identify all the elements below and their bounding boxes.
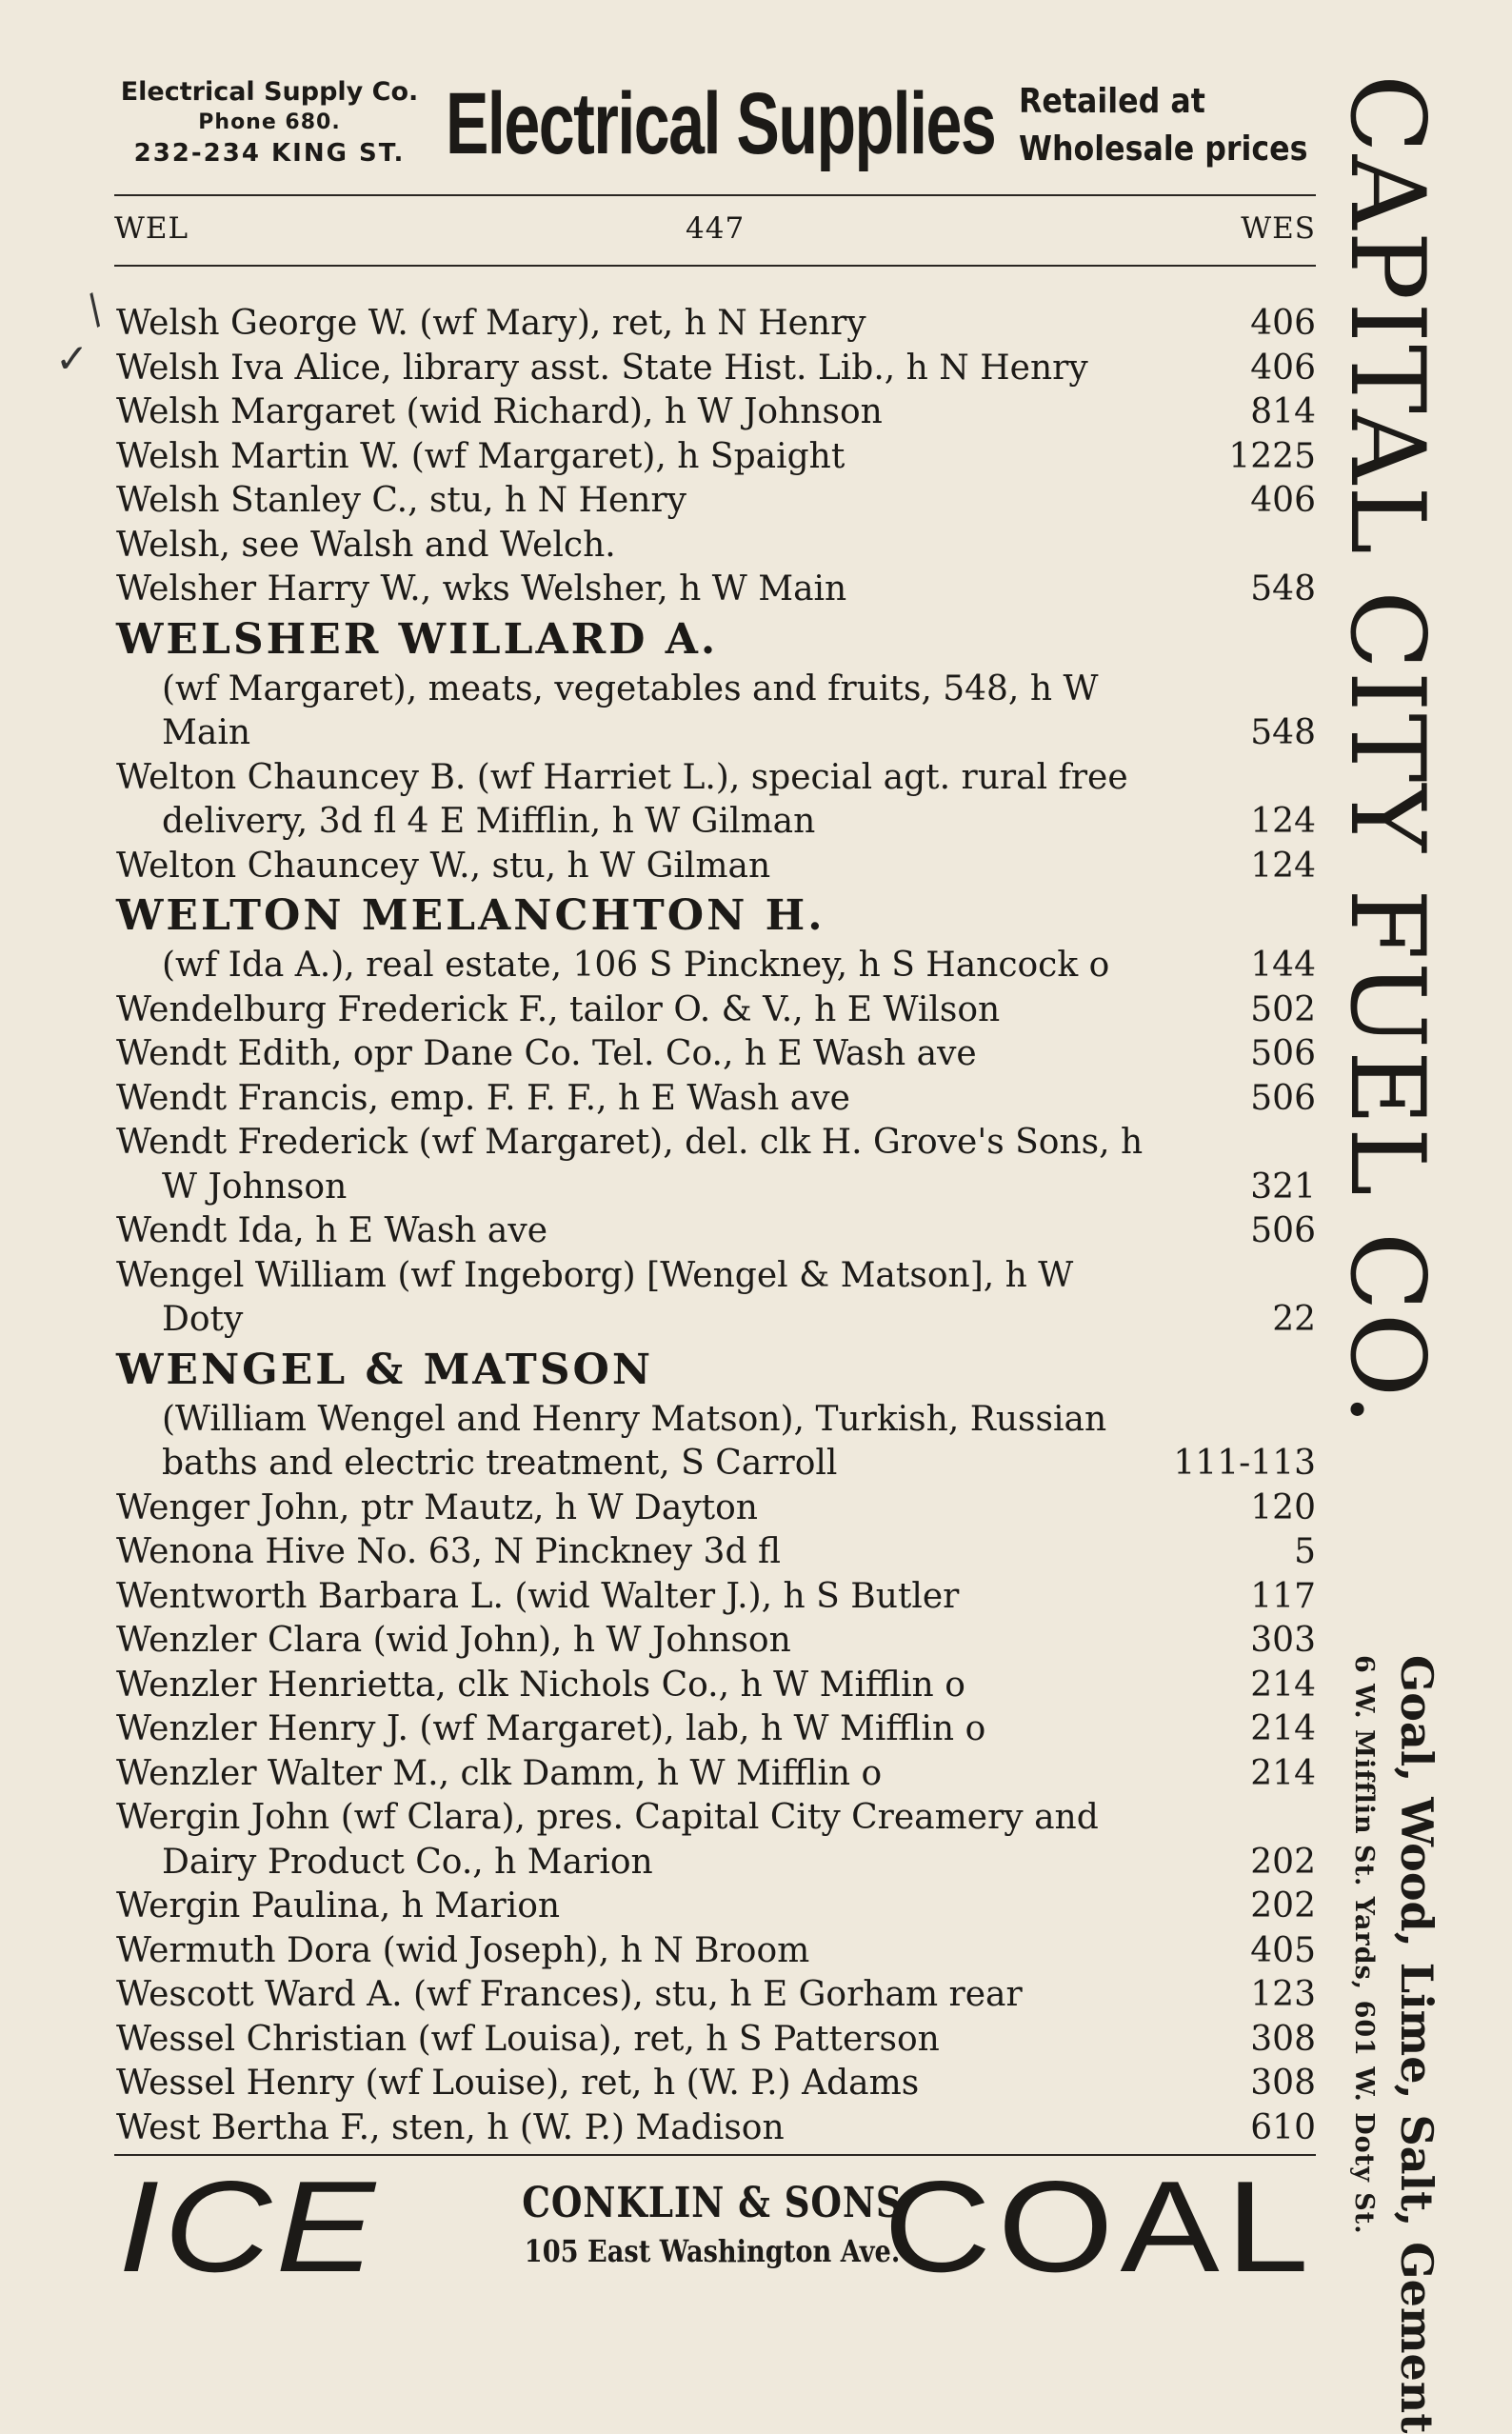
header-rule-top	[114, 194, 1316, 196]
entry-line-text: Wermuth Dora (wid Joseph), h N Broom	[116, 1930, 810, 1970]
entry-house-number: 610	[1250, 2107, 1316, 2147]
entry-line-text: Welsh Stanley C., stu, h N Henry	[116, 481, 686, 520]
entry-house-number: 406	[1250, 304, 1316, 343]
entry-line-text: Wergin John (wf Clara), pres. Capital City Creamery and	[116, 1798, 1099, 1837]
entry-text	[116, 1619, 1316, 1664]
entry-house-number: 123	[1250, 1975, 1316, 2014]
check-mark-icon: /	[76, 285, 112, 333]
directory-entry	[116, 2062, 1316, 2106]
entry-house-number: 120	[1250, 1487, 1316, 1527]
entry-house-number: 405	[1250, 1930, 1316, 1970]
directory-entry	[116, 568, 1316, 612]
entry-line-text: Wendt Edith, opr Dane Co. Tel. Co., h E Wash ave	[116, 1034, 977, 1073]
ad-company-name: Electrical Supply Co.	[120, 77, 419, 107]
entry-house-number: 321	[1250, 1167, 1316, 1207]
entry-house-number: 303	[1250, 1621, 1316, 1660]
entry-line-text: Wengel William (wf Ingeborg) [Wengel & Matson], h W	[116, 1255, 1074, 1295]
entry-line-text: Wendelburg Frederick F., tailor O. & V., h E Wilson	[116, 989, 1001, 1029]
directory-entry	[116, 1885, 1316, 1929]
entry-text-continued	[116, 944, 1316, 988]
entry-line-text: delivery, 3d fl 4 E Mifflin, h W Gilman	[162, 802, 816, 841]
running-head-left: WEL	[114, 211, 189, 246]
entry-line-text: Welsh Martin W. (wf Margaret), h Spaight	[116, 436, 846, 476]
directory-entry	[116, 1664, 1316, 1708]
entry-line-text: Welsh Iva Alice, library asst. State Hist. Lib., h N Henry	[116, 348, 1088, 388]
entry-house-number: 814	[1250, 392, 1316, 431]
entry-text-continued	[116, 668, 1316, 712]
ad-company-phone: Phone 680.	[198, 110, 341, 134]
entry-line-text: Welton Chauncey W., stu, h W Gilman	[116, 846, 771, 886]
entry-house-number: 506	[1250, 1034, 1316, 1073]
entry-line-text: Welsher Harry W., wks Welsher, h W Main	[116, 569, 847, 608]
entry-house-number: 117	[1250, 1576, 1316, 1616]
directory-entry	[116, 435, 1316, 480]
entry-house-number: 308	[1250, 2064, 1316, 2103]
entry-line-text: Wenzler Henry J. (wf Margaret), lab, h W Mifflin o	[116, 1709, 986, 1748]
entry-line-text: (wf Ida A.), real estate, 106 S Pinckney, h S Hancock o	[162, 946, 1110, 985]
entry-house-number: 144	[1250, 946, 1316, 985]
entry-text	[116, 988, 1316, 1033]
entry-text	[116, 1209, 1316, 1254]
entry-house-number: 214	[1250, 1753, 1316, 1793]
entry-line-text: Welsh Margaret (wid Richard), h W Johnson	[116, 392, 883, 431]
directory-entry	[116, 1530, 1316, 1575]
directory-entry	[116, 988, 1316, 1033]
entry-line-text: Wenona Hive No. 63, N Pinckney 3d fl	[116, 1532, 781, 1571]
entry-line-text: Doty	[162, 1300, 244, 1339]
ad-tagline	[1019, 78, 1308, 173]
entry-line-text: Wessel Christian (wf Louisa), ret, h S Patterson	[116, 2019, 940, 2059]
directory-entry	[116, 390, 1316, 435]
entry-featured-name: WELTON MELANCHTON H.	[116, 891, 826, 940]
directory-entry-featured	[116, 888, 1316, 988]
entry-line-text: Wentworth Barbara L. (wid Walter J.), h S Butler	[116, 1576, 960, 1616]
ad-conklin-name: CONKLIN & SONS	[522, 2179, 903, 2227]
entry-line-text: Wenzler Henrietta, clk Nichols Co., h W Mifflin o	[116, 1665, 965, 1705]
entry-line-text: Wessel Henry (wf Louise), ret, h (W. P.) Adams	[116, 2064, 920, 2103]
ad-tagline-line-1: Retailed at	[1019, 82, 1205, 121]
directory-entry-featured	[116, 1343, 1316, 1486]
directory-entry	[116, 1752, 1316, 1797]
entry-line-text: Dairy Product Co., h Marion	[162, 1842, 653, 1882]
header-rule-bottom	[114, 265, 1316, 267]
entry-text	[116, 524, 1316, 569]
directory-entry	[116, 1707, 1316, 1752]
entry-line-text: Welsh George W. (wf Mary), ret, h N Henry	[116, 304, 866, 343]
entry-text-continued	[116, 1398, 1316, 1443]
entry-line-text: Welsh, see Walsh and Welch.	[116, 525, 616, 565]
check-mark-icon: ✓	[55, 335, 90, 382]
directory-entry	[116, 347, 1316, 391]
entry-house-number: 22	[1272, 1300, 1316, 1339]
entry-text-continued	[116, 1841, 1316, 1885]
entry-house-number: 1225	[1228, 436, 1316, 476]
side-ad-address	[1344, 1655, 1383, 2284]
directory-entry	[116, 479, 1316, 524]
entry-house-number: 502	[1250, 989, 1316, 1029]
entry-line-text: Wergin Paulina, h Marion	[116, 1886, 561, 1925]
side-ad-products	[1391, 1655, 1442, 2434]
ad-company-block	[112, 76, 427, 170]
entry-line-text: Wendt Frederick (wf Margaret), del. clk H. Grove's Sons, h	[116, 1123, 1144, 1162]
entry-text-continued	[116, 711, 1316, 756]
directory-entry	[116, 2018, 1316, 2063]
entry-text	[116, 479, 1316, 524]
entry-line-text: W Johnson	[162, 1167, 348, 1207]
directory-entry-featured	[116, 612, 1316, 756]
directory-entry	[116, 1575, 1316, 1620]
entry-text	[116, 302, 1316, 347]
bottom-advertisement	[112, 2154, 1317, 2299]
entry-text	[116, 2018, 1316, 2063]
entry-line-text: Wendt Ida, h E Wash ave	[116, 1211, 548, 1250]
entry-house-number: 202	[1250, 1842, 1316, 1882]
ad-coal-word: COAL	[884, 2154, 1316, 2299]
entry-text-continued	[116, 800, 1316, 845]
side-ad-products-text: Goal, Wood, Lime, Salt, Gement	[1391, 1655, 1442, 2434]
directory-entry	[116, 756, 1316, 845]
entry-text	[116, 435, 1316, 480]
entry-house-number: 548	[1250, 713, 1316, 752]
side-ad-company	[1327, 74, 1446, 1636]
entry-line-text: Welton Chauncey B. (wf Harriet L.), special agt. rural free	[116, 757, 1128, 797]
side-ad-company-text: CAPITAL CITY FUEL CO.	[1327, 74, 1446, 1428]
entry-featured-name: WENGEL & MATSON	[116, 1345, 654, 1394]
directory-entry	[116, 302, 1316, 347]
entry-text	[116, 756, 1316, 801]
entry-house-number: 202	[1250, 1886, 1316, 1925]
entry-house-number: 214	[1250, 1709, 1316, 1748]
running-head	[114, 211, 1316, 249]
directory-entry	[116, 1929, 1316, 1974]
entry-line-text: (wf Margaret), meats, vegetables and fruits, 548, h W	[162, 668, 1099, 708]
entry-line-text: West Bertha F., sten, h (W. P.) Madison	[116, 2107, 785, 2147]
entry-text	[116, 1796, 1316, 1841]
entry-line-text: Wenzler Walter M., clk Damm, h W Mifflin o	[116, 1753, 883, 1793]
entry-house-number: 5	[1294, 1532, 1316, 1571]
entry-text	[116, 390, 1316, 435]
entry-house-number: 214	[1250, 1665, 1316, 1705]
entry-line-text: Wenger John, ptr Mautz, h W Dayton	[116, 1487, 758, 1527]
entry-text	[116, 1032, 1316, 1077]
directory-entry	[116, 1121, 1316, 1209]
entry-text-continued	[116, 1298, 1316, 1343]
entry-featured-name: WELSHER WILLARD A.	[116, 614, 719, 664]
entry-line-text: Wenzler Clara (wid John), h W Johnson	[116, 1621, 791, 1660]
entry-house-number: 111-113	[1173, 1444, 1316, 1483]
entry-line-text: Wendt Francis, emp. F. F. F., h E Wash ave	[116, 1078, 850, 1118]
top-advertisement	[112, 67, 1317, 181]
entry-line-text: (William Wengel and Henry Matson), Turkish, Russian	[162, 1399, 1107, 1439]
directory-entry	[116, 1486, 1316, 1531]
entry-text	[116, 1121, 1316, 1166]
entry-text	[116, 2062, 1316, 2106]
entry-text	[116, 1077, 1316, 1122]
entry-text	[116, 2106, 1316, 2151]
ad-ice-word: ICE	[118, 2154, 380, 2299]
entry-text	[116, 1486, 1316, 1531]
entry-house-number: 308	[1250, 2019, 1316, 2059]
entry-text-continued	[116, 1166, 1316, 1210]
entry-line-text: Main	[162, 713, 251, 752]
entry-text	[116, 1752, 1316, 1797]
entry-house-number: 124	[1250, 802, 1316, 841]
entry-house-number: 506	[1250, 1078, 1316, 1118]
entry-text	[116, 1707, 1316, 1752]
entry-text	[116, 1885, 1316, 1929]
entry-house-number: 548	[1250, 569, 1316, 608]
directory-entry	[116, 1254, 1316, 1343]
entry-line-text: Wescott Ward A. (wf Frances), stu, h E Gorham rear	[116, 1975, 1023, 2014]
entry-text	[116, 1929, 1316, 1974]
entry-text	[116, 1664, 1316, 1708]
entry-line-text: baths and electric treatment, S Carroll	[162, 1444, 838, 1483]
directory-entry	[116, 1209, 1316, 1254]
entry-house-number: 406	[1250, 481, 1316, 520]
entry-house-number: 124	[1250, 846, 1316, 886]
entry-text	[116, 347, 1316, 391]
directory-entry	[116, 2106, 1316, 2151]
side-ad-address-text: 6 W. Mifflin St. Yards, 601 W. Doty St.	[1349, 1655, 1379, 2235]
directory-entry	[116, 1077, 1316, 1122]
entry-text	[116, 1254, 1316, 1299]
directory-listing	[116, 302, 1316, 2150]
directory-entry	[116, 1796, 1316, 1885]
running-head-right: WES	[1241, 211, 1316, 246]
directory-entry	[116, 845, 1316, 889]
ad-company-address: 232-234 KING ST.	[133, 139, 406, 168]
entry-text	[116, 845, 1316, 889]
directory-entry	[116, 524, 1316, 569]
entry-house-number: 506	[1250, 1211, 1316, 1250]
directory-entry	[116, 1032, 1316, 1077]
entry-text	[116, 1575, 1316, 1620]
ad-conklin-address: 105 East Washington Ave.	[524, 2233, 901, 2269]
entry-house-number: 406	[1250, 348, 1316, 388]
entry-text	[116, 1973, 1316, 2018]
page-number: 447	[686, 211, 746, 246]
ad-tagline-line-2: Wholesale prices	[1019, 130, 1308, 169]
entry-text-continued	[116, 1442, 1316, 1486]
ad-headline: Electrical Supplies	[446, 75, 996, 172]
directory-entry	[116, 1973, 1316, 2018]
entry-text	[116, 568, 1316, 612]
directory-entry	[116, 1619, 1316, 1664]
entry-text	[116, 1530, 1316, 1575]
